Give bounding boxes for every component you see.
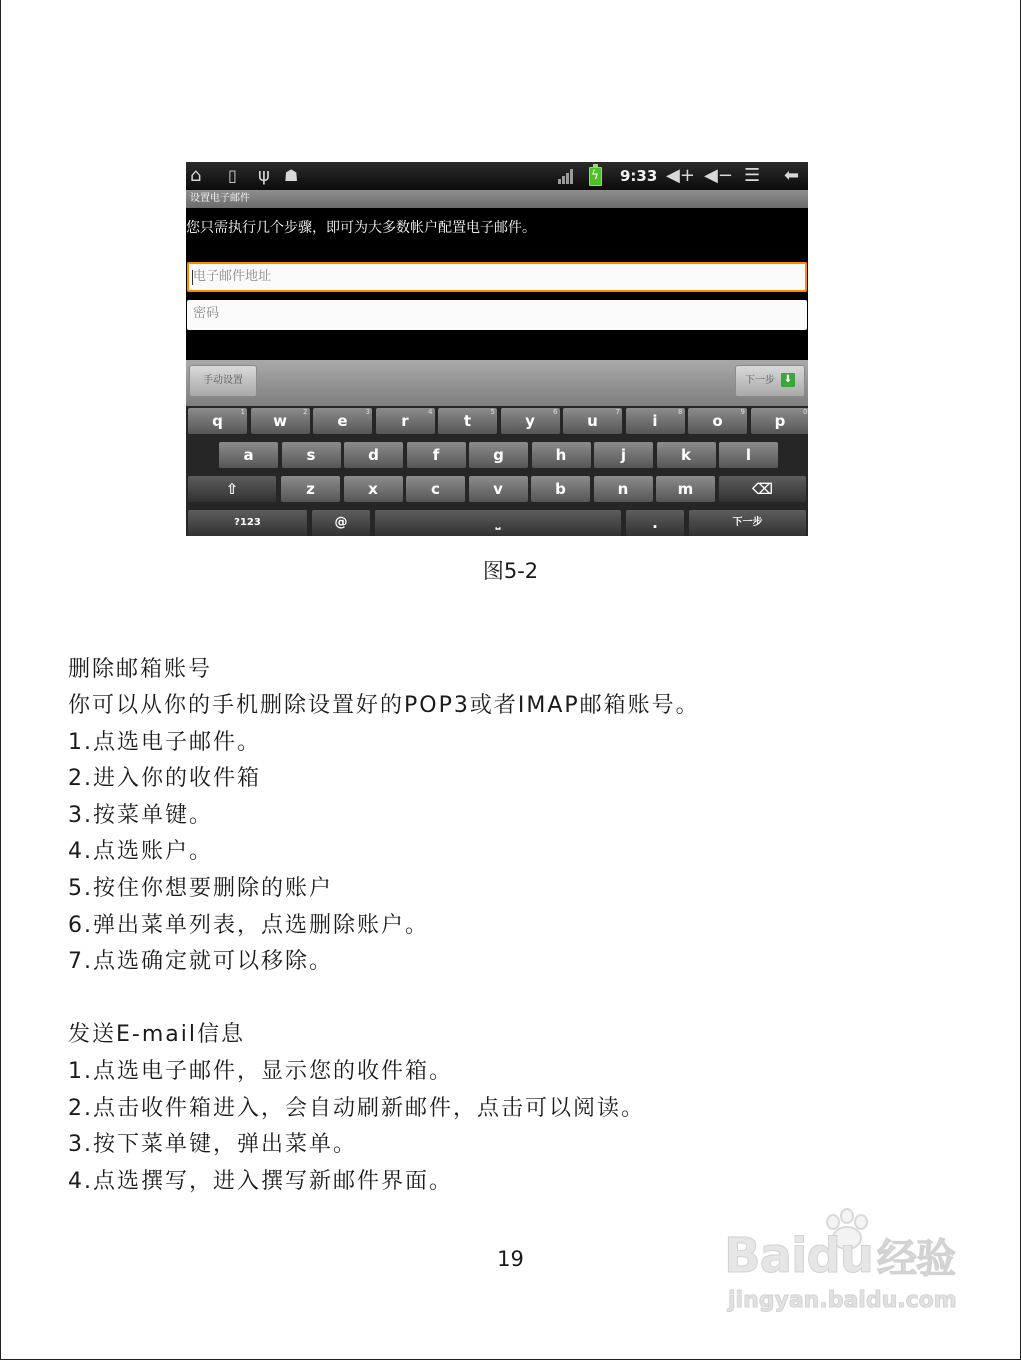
key-x[interactable]: x bbox=[344, 476, 403, 502]
signal-icon bbox=[558, 168, 576, 184]
key-k[interactable]: k bbox=[657, 442, 716, 468]
key-q[interactable]: q 1 bbox=[188, 408, 247, 434]
delete-step-5: 5.按住你想要删除的账户 bbox=[68, 876, 333, 901]
delete-line-0: 你可以从你的手机删除设置好的POP3或者IMAP邮箱账号。 bbox=[68, 693, 700, 718]
watermark-url: jingyan.baidu.com bbox=[728, 1288, 957, 1313]
key-p[interactable]: p 0 bbox=[751, 408, 809, 434]
manual-setup-button[interactable] bbox=[189, 365, 257, 397]
volume-down-icon[interactable]: ◀− bbox=[704, 165, 733, 186]
key-d[interactable]: d bbox=[344, 442, 403, 468]
space-key[interactable]: ⎵ bbox=[375, 510, 621, 536]
figure-caption: 图5-2 bbox=[482, 559, 539, 583]
key-m[interactable]: m bbox=[656, 476, 715, 502]
key-w[interactable]: w 2 bbox=[251, 408, 310, 434]
status-bar bbox=[186, 162, 808, 190]
send-step-3: 3.按下菜单键，弹出菜单。 bbox=[68, 1132, 357, 1157]
key-u[interactable]: u 7 bbox=[563, 408, 622, 434]
delete-step-1: 1.点选电子邮件。 bbox=[68, 730, 261, 755]
shift-key[interactable]: ⇧ bbox=[188, 476, 276, 502]
next-label: 下一步 bbox=[745, 375, 775, 386]
key-t[interactable]: t 5 bbox=[438, 408, 497, 434]
battery-icon: ϟ bbox=[589, 167, 602, 186]
delete-step-6: 6.弹出菜单列表，点选删除账户。 bbox=[68, 913, 429, 938]
section-send-heading: 发送E-mail信息 bbox=[68, 1022, 245, 1047]
key-n[interactable]: n bbox=[594, 476, 653, 502]
at-key[interactable]: @ bbox=[312, 510, 370, 536]
key-g[interactable]: g bbox=[469, 442, 528, 468]
volume-up-icon[interactable]: ◀+ bbox=[666, 165, 695, 186]
send-step-1: 1.点选电子邮件，显示您的收件箱。 bbox=[68, 1059, 453, 1084]
symbols-key[interactable]: ?123 bbox=[188, 510, 307, 536]
key-b[interactable]: b bbox=[531, 476, 590, 502]
password-field[interactable]: 密码 bbox=[187, 300, 807, 330]
key-h[interactable]: h bbox=[532, 442, 591, 468]
manual-setup-label: 手动设置 bbox=[203, 375, 243, 386]
watermark-brand: Baidu 经验 bbox=[724, 1228, 955, 1284]
key-l[interactable]: l bbox=[719, 442, 778, 468]
usb-icon: ψ bbox=[258, 165, 270, 186]
key-y[interactable]: y 6 bbox=[501, 408, 560, 434]
key-e[interactable]: e 3 bbox=[313, 408, 372, 434]
key-s[interactable]: s bbox=[282, 442, 341, 468]
page-number: 19 bbox=[497, 1247, 524, 1271]
delete-step-2: 2.进入你的收件箱 bbox=[68, 766, 261, 791]
delete-step-4: 4.点选账户。 bbox=[68, 839, 213, 864]
key-f[interactable]: f bbox=[407, 442, 466, 468]
soft-keyboard bbox=[186, 406, 808, 536]
sd-card-icon: ▯ bbox=[228, 166, 237, 185]
screen-title: 设置电子邮件 bbox=[186, 190, 808, 208]
setup-instruction: 您只需执行几个步骤，即可为大多数帐户配置电子邮件。 bbox=[186, 220, 536, 236]
enter-next-key[interactable]: 下一步 bbox=[689, 510, 806, 536]
delete-step-3: 3.按菜单键。 bbox=[68, 803, 213, 828]
key-c[interactable]: c bbox=[406, 476, 465, 502]
menu-icon[interactable]: ☰ bbox=[744, 165, 761, 186]
key-j[interactable]: j bbox=[594, 442, 653, 468]
back-icon[interactable]: ⬅ bbox=[784, 165, 800, 186]
key-i[interactable]: i 8 bbox=[626, 408, 685, 434]
period-key[interactable]: . bbox=[626, 510, 684, 536]
home-icon[interactable]: ⌂ bbox=[190, 165, 202, 186]
next-button[interactable] bbox=[735, 365, 805, 397]
delete-step-7: 7.点选确定就可以移除。 bbox=[68, 949, 333, 974]
key-a[interactable]: a bbox=[219, 442, 278, 468]
delete-key[interactable]: ⌫ bbox=[719, 476, 806, 502]
key-r[interactable]: r 4 bbox=[376, 408, 435, 434]
key-v[interactable]: v bbox=[469, 476, 528, 502]
android-icon: ☗ bbox=[284, 166, 299, 185]
email-field[interactable]: 电子邮件地址 bbox=[187, 262, 807, 292]
action-bar bbox=[186, 360, 808, 406]
section-delete-heading: 删除邮箱账号 bbox=[68, 657, 213, 682]
next-arrow-icon: ⬇ bbox=[781, 373, 795, 387]
send-step-2: 2.点击收件箱进入，会自动刷新邮件，点击可以阅读。 bbox=[68, 1096, 645, 1121]
phone-screenshot bbox=[186, 162, 808, 536]
key-o[interactable]: o 9 bbox=[688, 408, 747, 434]
status-time: 9:33 bbox=[620, 167, 658, 185]
send-step-4: 4.点选撰写，进入撰写新邮件界面。 bbox=[68, 1169, 453, 1194]
key-z[interactable]: z bbox=[281, 476, 340, 502]
baidu-jingyan-watermark bbox=[724, 1208, 964, 1318]
